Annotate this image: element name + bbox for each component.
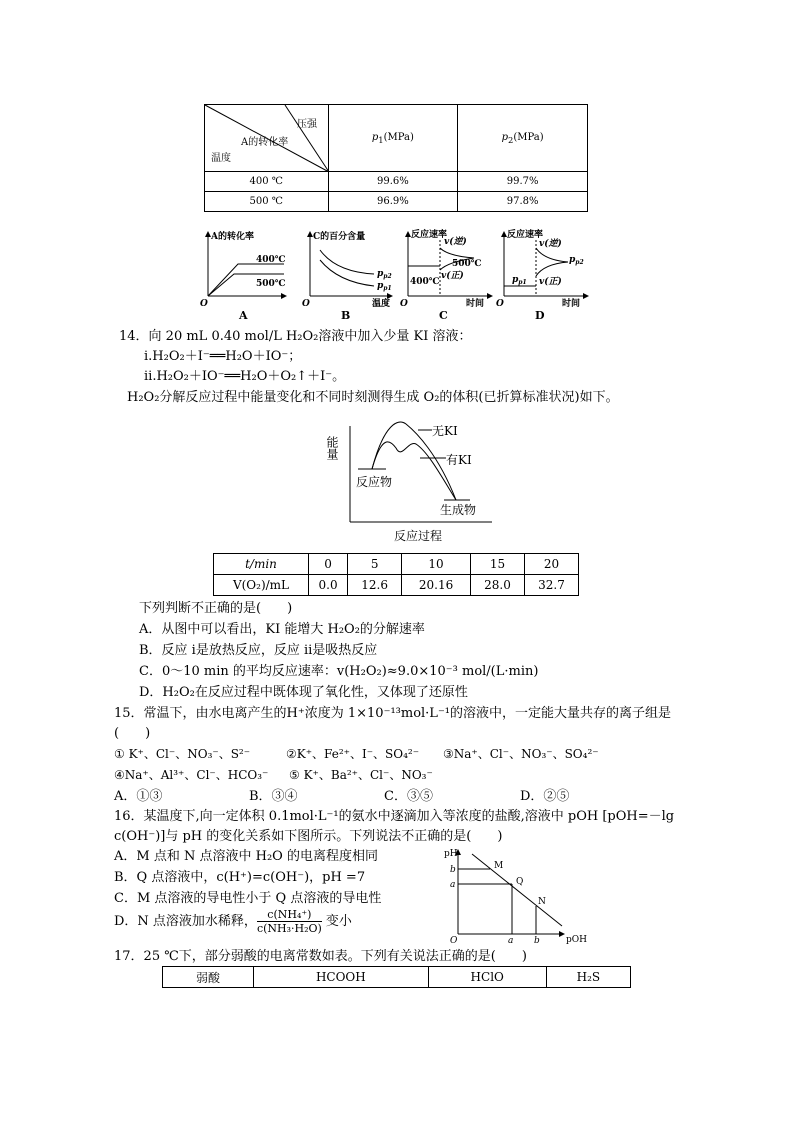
table-cell: 97.8%	[458, 192, 588, 212]
q14-question: 下列判断不正确的是( )	[139, 601, 293, 616]
graph-c-ylabel: 反应速率	[411, 230, 448, 240]
graph-b-xlabel: 温度	[372, 299, 391, 309]
q14-option-b: B．反应 ⅰ是放热反应，反应 ⅱ是吸热反应	[139, 643, 378, 658]
graph16-a-y: a	[450, 880, 456, 890]
table-cell: 20	[524, 554, 578, 575]
graph16-ylabel: pH	[444, 849, 458, 859]
graph16-xlabel: pOH	[566, 935, 587, 945]
graph-d-vrev: v(逆)	[539, 239, 562, 249]
table-cell: V(O₂)/mL	[214, 575, 309, 596]
svg-text:pp2: $p_{p2}$	[569, 255, 584, 266]
table-cell: 99.7%	[458, 172, 588, 192]
graph-c-400: 400℃	[410, 277, 440, 287]
table-cell: 12.6	[348, 575, 402, 596]
table-cell: 96.9%	[328, 192, 458, 212]
table-cell: 28.0	[471, 575, 525, 596]
graph16-n: N	[538, 897, 546, 907]
graph-d-p1: p1	[518, 279, 527, 286]
table-cell: 5	[348, 554, 402, 575]
q15-group-3: ③Na⁺、Cl⁻、NO₃⁻、SO₄²⁻	[443, 747, 599, 761]
q15-option-d: D．②⑤	[520, 789, 570, 804]
table-header: HClO	[428, 967, 546, 988]
graph-b	[302, 230, 392, 322]
q15-option-a: A．①③	[114, 789, 163, 804]
q15-option-c: C．③⑤	[384, 789, 433, 804]
graph-a-400: 400℃	[256, 255, 286, 265]
graph-d-xlabel: 时间	[562, 299, 581, 309]
q17-stem: 17．25 ℃下，部分弱酸的电离常数如表。下列有关说法正确的是( )	[114, 949, 527, 964]
graph-b-letter: B	[341, 309, 351, 322]
table-cell: 0.0	[309, 575, 348, 596]
table-row	[205, 172, 588, 192]
q15-group-1: ① K⁺、Cl⁻、NO₃⁻、S²⁻	[114, 747, 251, 761]
corner-temperature: 温度	[211, 153, 231, 164]
graph16-origin: O	[450, 936, 458, 946]
q17-table	[162, 966, 631, 988]
graph-c-vfwd: v(正)	[441, 271, 464, 281]
graph-a	[200, 230, 286, 322]
q14-option-a: A．从图中可以看出，KI 能增大 H₂O₂的分解速率	[139, 622, 425, 637]
corner-conversion: A的转化率	[241, 137, 289, 148]
table-13-col2: $p_2(MPa)$	[458, 105, 588, 172]
graph-d-vfwd: v(正)	[539, 277, 562, 287]
energy-reactant: 反应物	[356, 475, 393, 489]
table-header: 弱酸	[163, 967, 254, 988]
q14-option-d: D．H₂O₂在反应过程中既体现了氧化性，又体现了还原性	[139, 685, 468, 700]
graph16-q: Q	[516, 877, 524, 887]
table-header: HCOOH	[254, 967, 429, 988]
graph16-b-x: b	[534, 936, 540, 946]
q14-data-table	[213, 553, 579, 596]
svg-text:pp1: $p_{p1}$	[512, 275, 527, 286]
q15-group-5: ⑤ K⁺、Ba²⁺、Cl⁻、NO₃⁻	[289, 768, 433, 782]
q14-option-c: C．0～10 min 的平均反应速率：v(H₂O₂)≈9.0×10⁻³ mol/(L·min)	[139, 664, 539, 679]
corner-pressure: 压强	[297, 119, 317, 130]
q16-stem-2: c(OH⁻)]与 pH 的变化关系如下图所示。下列说法不正确的是( )	[114, 829, 503, 844]
table-cell: 20.16	[402, 575, 471, 596]
table-cell: 15	[471, 554, 525, 575]
energy-xlabel: 反应过程	[394, 529, 443, 543]
table-row	[163, 967, 631, 988]
table-row	[214, 575, 579, 596]
table-cell: t/min	[214, 554, 309, 575]
fraction-numerator: c(NH₄⁺)	[257, 908, 322, 922]
table-13-col1: $p_1(MPa)$	[328, 105, 458, 172]
table-cell: 10	[402, 554, 471, 575]
graph-a-origin: O	[200, 299, 208, 309]
table-row	[214, 554, 579, 575]
table-13-corner	[205, 105, 329, 172]
graph-b-origin: O	[302, 299, 310, 309]
q16-option-d-prefix: D．N 点溶液加水稀释，	[114, 914, 257, 929]
table-cell: 32.7	[524, 575, 578, 596]
q16-option-d	[114, 908, 352, 935]
q15-stem: 15．常温下，由水电离产生的H⁺浓度为 1×10⁻¹³mol·L⁻¹的溶液中，一定能大量共存的离子组是	[114, 706, 672, 721]
graph-d	[496, 228, 588, 322]
graph-a-500: 500℃	[256, 279, 286, 289]
svg-text:pp2: $p_{p2}$	[377, 269, 392, 280]
energy-diagram	[325, 414, 498, 546]
q16-option-d-suffix: 变小	[325, 914, 352, 929]
q14-stem: 14．向 20 mL 0.40 mol/L H₂O₂溶液中加入少量 KI 溶液：	[119, 329, 472, 344]
q15-option-b: B．③④	[249, 789, 298, 804]
q16-option-c: C．M 点溶液的导电性小于 Q 点溶液的导电性	[114, 891, 382, 906]
graph16-m: M	[494, 861, 504, 871]
energy-no-ki: 无KI	[432, 424, 458, 438]
q16-option-a: A．M 点和 N 点溶液中 H₂O 的电离程度相同	[114, 849, 378, 864]
graph-d-origin: O	[496, 299, 504, 309]
fraction-denominator: c(NH₃·H₂O)	[256, 922, 322, 935]
graphs-13	[196, 226, 596, 324]
q15-group-4: ④Na⁺、Al³⁺、Cl⁻、HCO₃⁻	[114, 768, 269, 782]
q14-step2: ⅱ.H₂O₂＋IO⁻══H₂O＋O₂↑＋I⁻。	[144, 369, 346, 384]
energy-with-ki: 有KI	[446, 453, 472, 467]
q15-group-2: ②K⁺、Fe²⁺、I⁻、SO₄²⁻	[286, 747, 420, 761]
q16-fraction	[257, 908, 322, 935]
svg-text:pp1: $p_{p1}$	[377, 281, 392, 292]
ph-poh-graph	[440, 844, 592, 946]
graph-a-letter: A	[239, 309, 248, 322]
table-cell: 500 ℃	[205, 192, 329, 212]
q16-option-b: B．Q 点溶液中，c(H⁺)=c(OH⁻)，pH =7	[114, 870, 366, 885]
graph-d-letter: D	[535, 309, 545, 322]
energy-ylabel: 能量	[325, 436, 339, 460]
graph-c-xlabel: 时间	[466, 299, 485, 309]
table-cell: 400 ℃	[205, 172, 329, 192]
graph-d-p2: p2	[575, 259, 584, 266]
graph-d-ylabel: 反应速率	[507, 230, 544, 240]
q16-stem-1: 16．某温度下,向一定体积 0.1mol·L⁻¹的氨水中逐滴加入等浓度的盐酸,溶液中 pOH [pOH=－lg	[114, 809, 675, 824]
q14-step1: ⅰ.H₂O₂＋I⁻══H₂O＋IO⁻；	[144, 349, 302, 364]
table-13	[204, 104, 588, 212]
energy-product: 生成物	[440, 503, 477, 517]
table-cell: 0	[309, 554, 348, 575]
graph16-b-y: b	[450, 865, 456, 875]
graph-c	[400, 228, 492, 322]
graph-a-ylabel: A的转化率	[211, 232, 254, 242]
graph-c-letter: C	[439, 309, 448, 322]
graph-c-origin: O	[400, 299, 408, 309]
graph-b-ylabel: C的百分含量	[313, 232, 366, 242]
table-row	[205, 192, 588, 212]
table-header: H₂S	[546, 967, 630, 988]
table-cell: 99.6%	[328, 172, 458, 192]
graph-c-500: 500℃	[452, 259, 482, 269]
graph16-a-x: a	[508, 936, 514, 946]
graph-c-vrev: v(逆)	[444, 237, 467, 247]
q14-desc: H₂O₂分解反应过程中能量变化和不同时刻测得生成 O₂的体积(已折算标准状况)如下。	[127, 390, 619, 405]
q15-paren: ( )	[114, 726, 151, 741]
graph-b-p1: p1	[383, 285, 392, 292]
graph-b-p2: p2	[383, 273, 392, 280]
